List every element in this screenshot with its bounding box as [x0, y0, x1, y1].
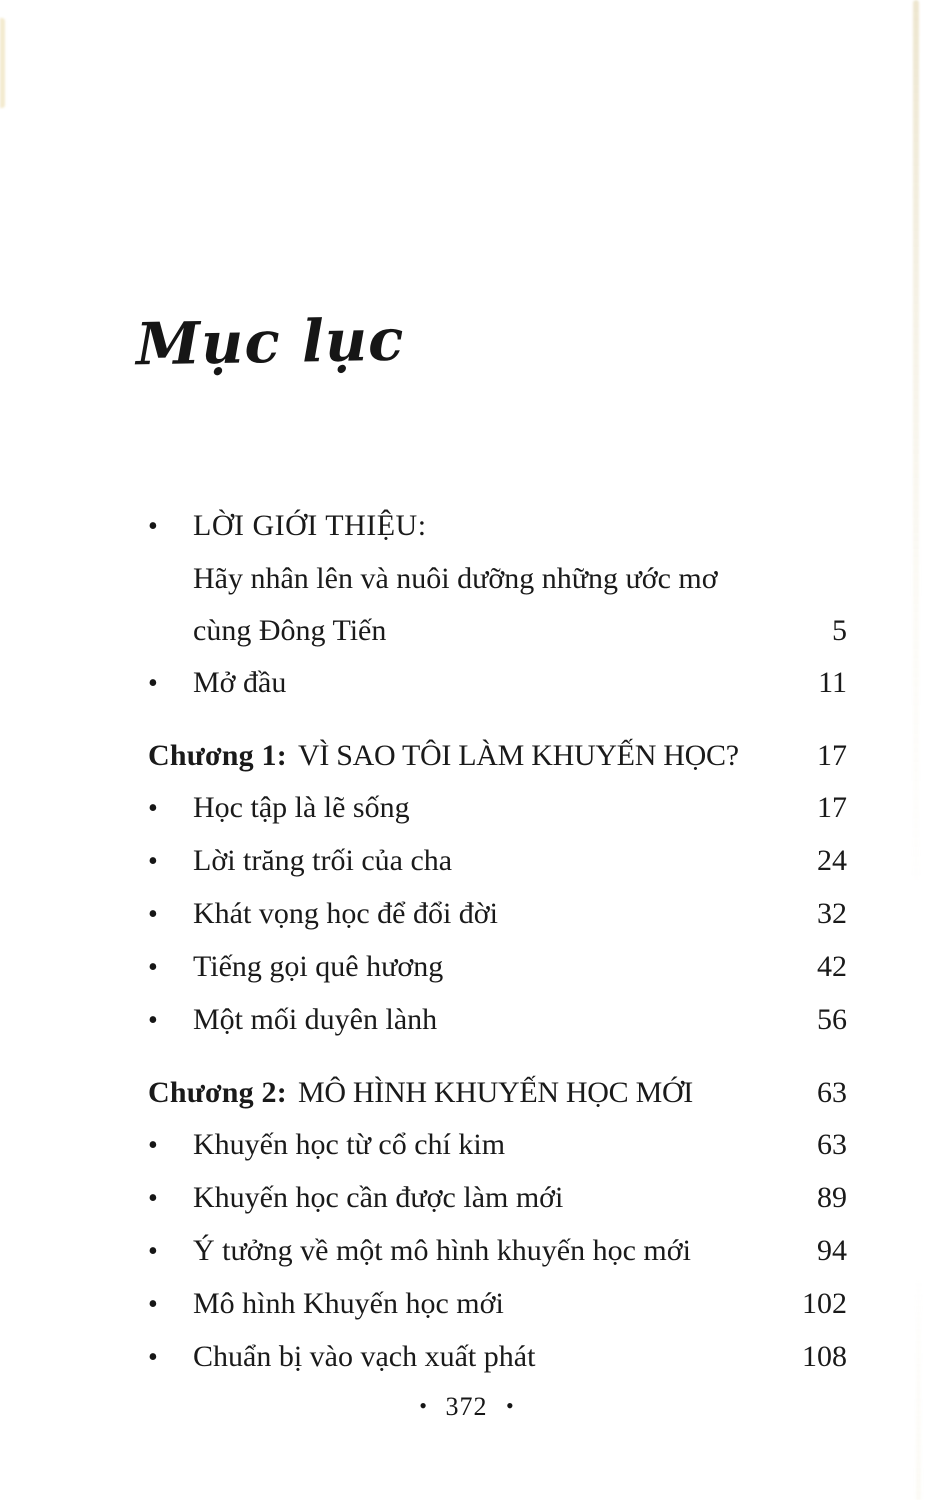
page-number-footer [0, 1392, 933, 1422]
toc-entry-label: Khuyến học từ cổ chí kim [193, 1128, 506, 1161]
toc-entry-page-number: 11 [818, 666, 847, 699]
toc-entry-label: Khát vọng học để đổi đời [193, 897, 498, 930]
toc-entry-page-number: 17 [817, 791, 847, 824]
table-of-contents [148, 500, 847, 1384]
toc-entry-page-number: 108 [802, 1340, 847, 1373]
toc-entry [148, 941, 847, 994]
footer-dot-left: • [419, 1393, 427, 1418]
toc-entry-label: Một mối duyên lành [193, 1003, 438, 1036]
toc-entry-intro-heading-row [148, 500, 847, 553]
bullet-icon: • [148, 511, 158, 542]
toc-entry-intro-subtitle-row-1 [148, 553, 847, 605]
toc-entry-page-number: 42 [817, 950, 847, 983]
toc-entry-label: LỜI GIỚI THIỆU: [193, 509, 427, 542]
toc-chapter-1-heading [148, 730, 847, 782]
page-edge-tint-left [0, 18, 5, 108]
toc-entry-page-number: 63 [817, 1076, 847, 1109]
toc-entry-label: Học tập là lẽ sống [193, 791, 410, 824]
bullet-icon: • [148, 1183, 158, 1214]
toc-entry-page-number: 89 [817, 1181, 847, 1214]
toc-entry [148, 994, 847, 1047]
toc-chapter-label: VÌ SAO TÔI LÀM KHUYẾN HỌC? [297, 739, 739, 772]
toc-entry-intro-subtitle-row-2 [148, 605, 847, 657]
toc-entry-intro [148, 500, 847, 657]
page-edge-tint-right-bottom [916, 1280, 921, 1500]
toc-chapter-2-heading [148, 1067, 847, 1119]
toc-entry-page-number: 102 [802, 1287, 847, 1320]
toc-entry-label: Mở đầu [193, 666, 287, 699]
toc-entry-page-number: 63 [817, 1128, 847, 1161]
bullet-icon: • [148, 1342, 158, 1373]
toc-entry [148, 1172, 847, 1225]
toc-entry [148, 1119, 847, 1172]
bullet-icon: • [148, 846, 158, 877]
bullet-icon: • [148, 952, 158, 983]
toc-entry-page-number: 17 [817, 739, 847, 772]
page-number: 372 [445, 1392, 488, 1421]
bullet-icon: • [148, 1236, 158, 1267]
page-edge-tint-right [913, 0, 919, 880]
toc-entry-label: Lời trăng trối của cha [193, 844, 453, 877]
bullet-icon: • [148, 1130, 158, 1161]
toc-entry [148, 1278, 847, 1331]
toc-entry [148, 782, 847, 835]
toc-entry [148, 888, 847, 941]
toc-entry-label: Tiếng gọi quê hương [193, 950, 444, 983]
toc-entry-page-number: 94 [817, 1234, 847, 1267]
bullet-icon: • [148, 793, 158, 824]
toc-entry-opening [148, 657, 847, 710]
toc-entry-page-number: 5 [832, 614, 847, 647]
toc-entry-page-number: 56 [817, 1003, 847, 1036]
toc-entry-label: Chuẩn bị vào vạch xuất phát [193, 1340, 536, 1373]
page-title: Mục lục [135, 305, 405, 379]
toc-entry [148, 835, 847, 888]
bullet-icon: • [148, 899, 158, 930]
toc-chapter-title [148, 1067, 803, 1119]
bullet-icon: • [148, 1289, 158, 1320]
toc-entry-subtitle: Hãy nhân lên và nuôi dưỡng những ước mơ [193, 562, 718, 595]
bullet-icon: • [148, 668, 158, 699]
toc-entry-page-number: 32 [817, 897, 847, 930]
toc-entry [148, 1331, 847, 1384]
toc-chapter-label: MÔ HÌNH KHUYẾN HỌC MỚI [297, 1076, 693, 1109]
toc-chapter-prefix: Chương 1: [148, 739, 287, 772]
toc-entry-label: Ý tưởng về một mô hình khuyến học mới [193, 1234, 691, 1267]
footer-dot-right: • [506, 1393, 514, 1418]
bullet-icon: • [148, 1005, 158, 1036]
toc-chapter-title [148, 730, 803, 782]
toc-chapter-prefix: Chương 2: [148, 1076, 287, 1109]
toc-entry-label: Khuyến học cần được làm mới [193, 1181, 564, 1214]
toc-entry-page-number: 24 [817, 844, 847, 877]
toc-entry-subtitle: cùng Đông Tiến [193, 614, 387, 647]
toc-entry-label: Mô hình Khuyến học mới [193, 1287, 504, 1320]
toc-entry [148, 1225, 847, 1278]
